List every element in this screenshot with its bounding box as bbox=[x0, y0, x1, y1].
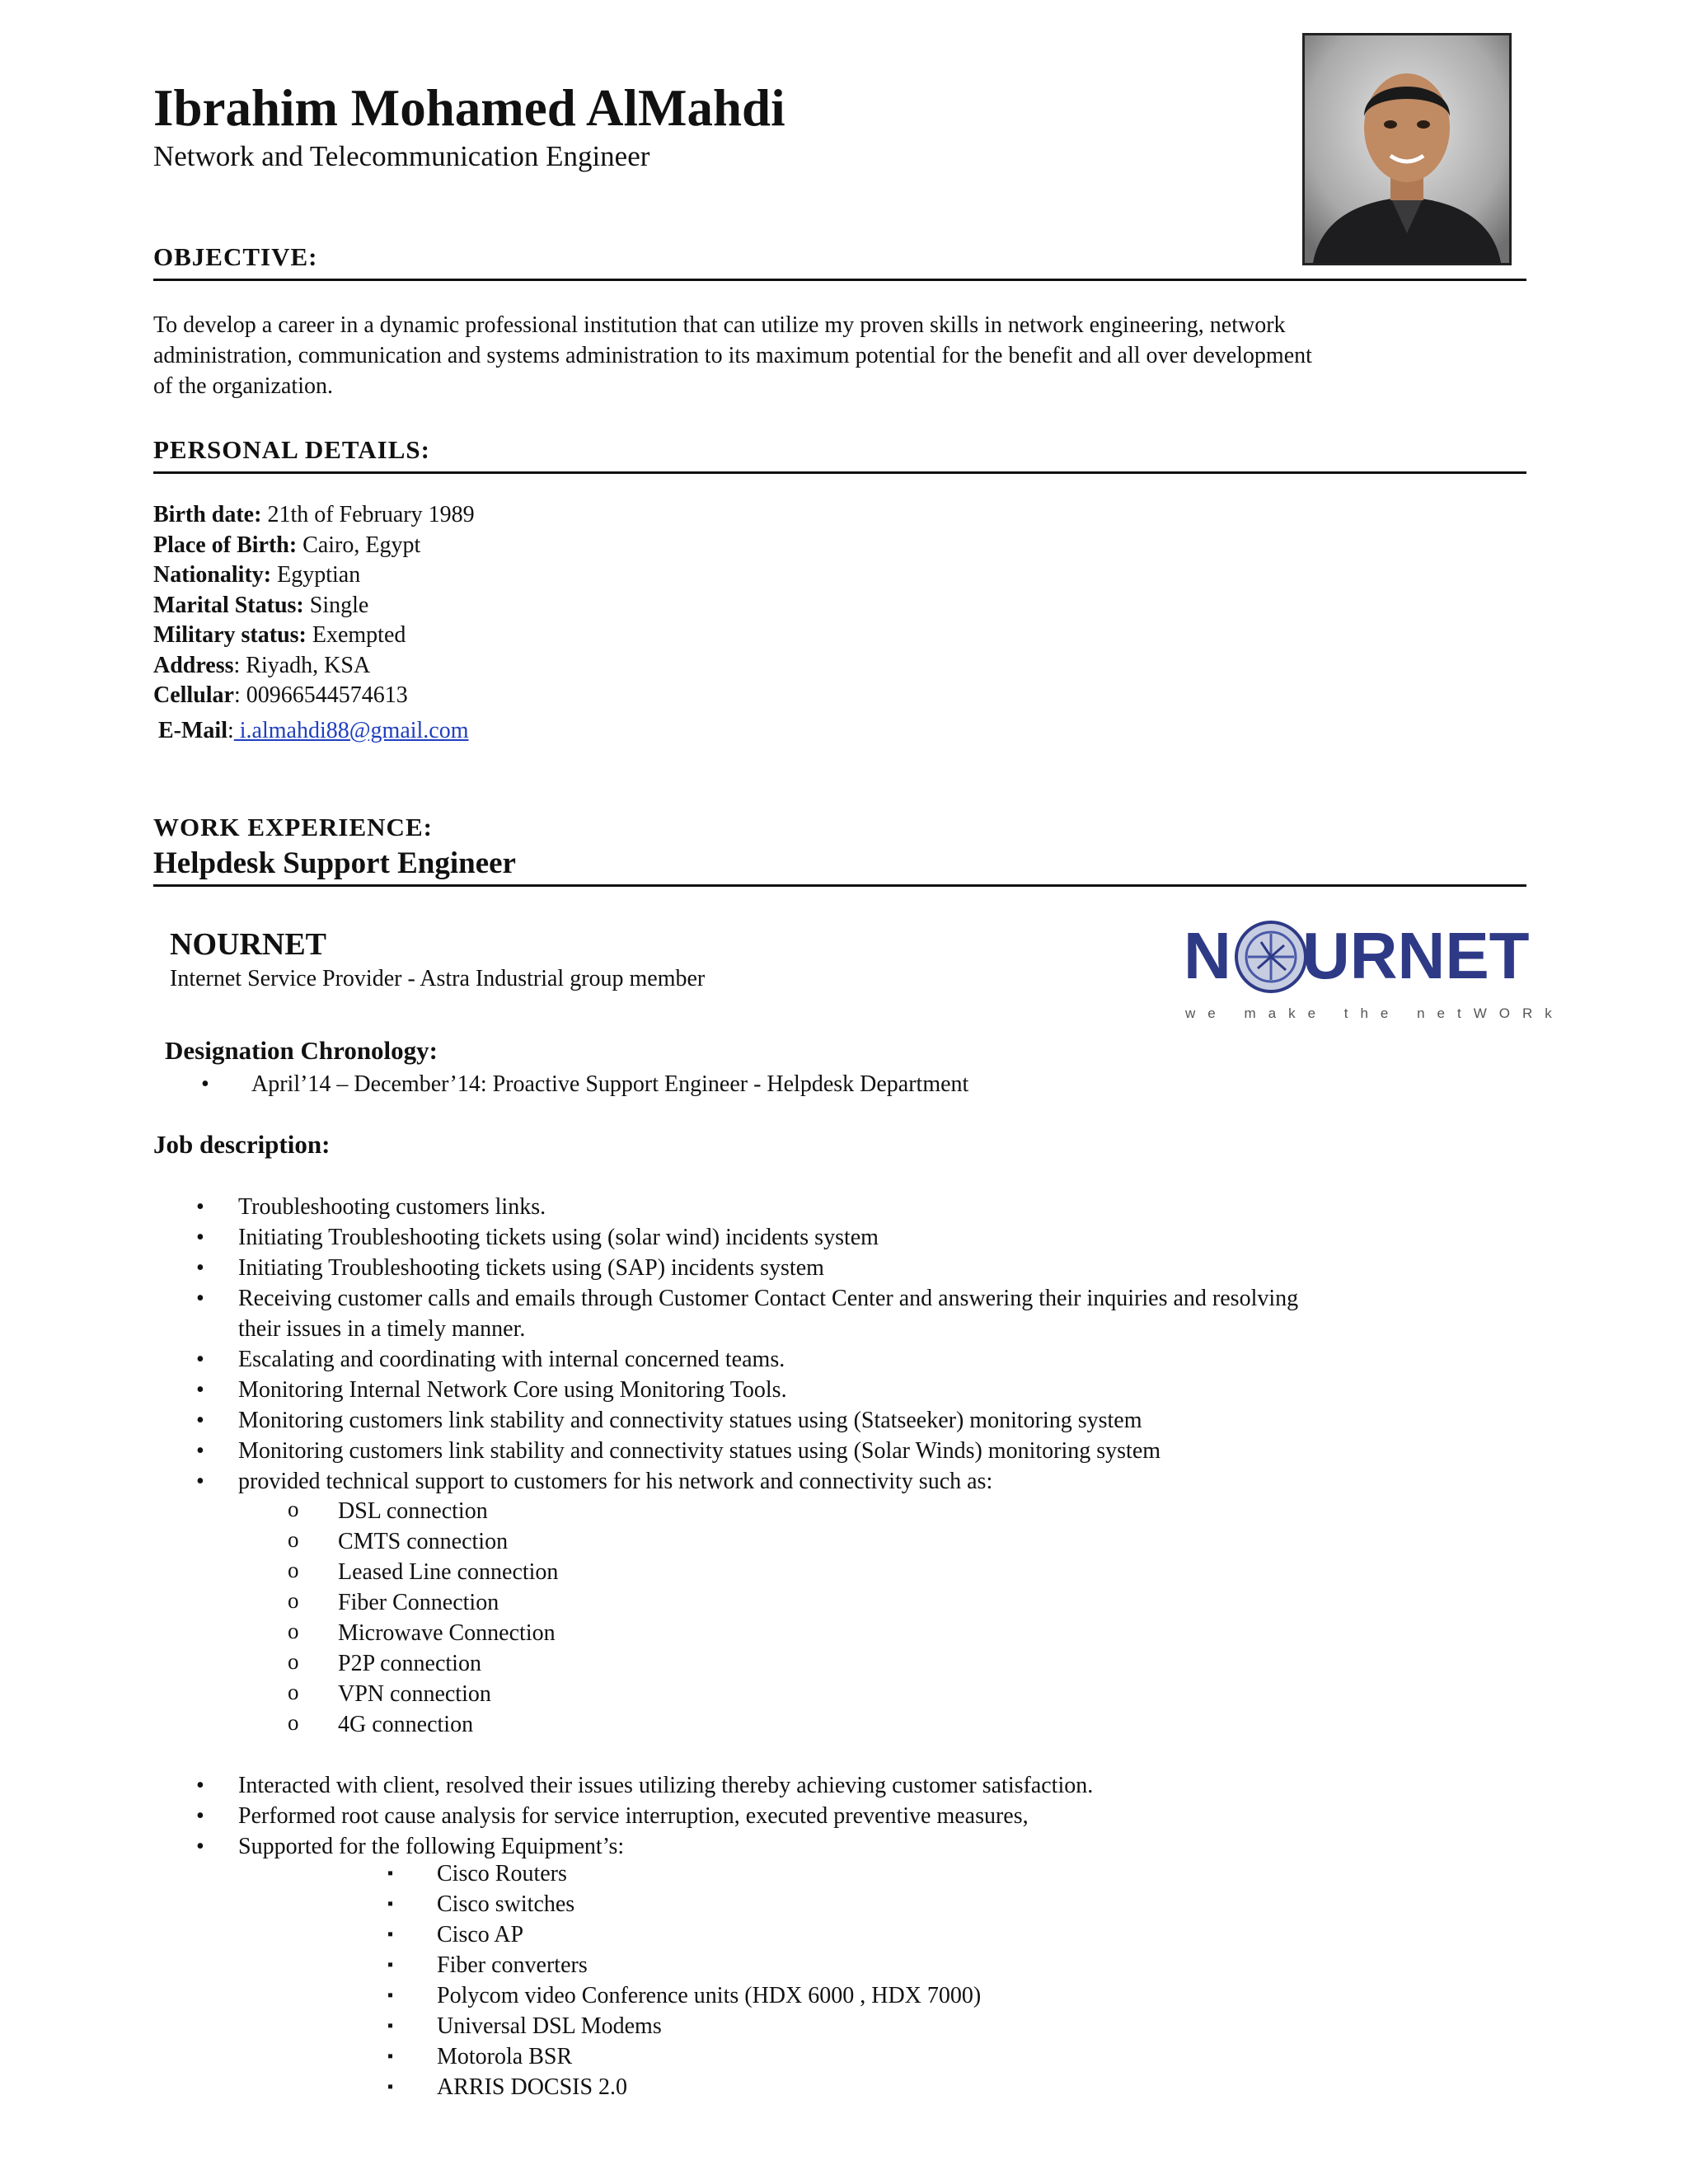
logo-letter: N bbox=[1184, 919, 1231, 992]
section-divider bbox=[153, 471, 1526, 474]
company-description: Internet Service Provider - Astra Industrial group member bbox=[170, 966, 706, 991]
detail-military-status: Military status: Exempted bbox=[153, 622, 406, 648]
list-item: • Initiating Troubleshooting tickets using (SAP) incidents system bbox=[196, 1255, 824, 1281]
equipment-item: ▪ Cisco AP bbox=[387, 1922, 524, 1947]
nournet-logo bbox=[1179, 902, 1564, 1026]
connection-item: o 4G connection bbox=[288, 1710, 474, 1737]
connection-item: o Leased Line connection bbox=[288, 1558, 559, 1585]
connection-item: o CMTS connection bbox=[288, 1527, 509, 1554]
list-item: • Troubleshooting customers links. bbox=[196, 1194, 546, 1220]
objective-line: of the organization. bbox=[153, 373, 333, 399]
profile-photo bbox=[1302, 33, 1512, 265]
detail-email: E-Mail: i.almahdi88@gmail.com bbox=[158, 717, 469, 743]
connection-item: o DSL connection bbox=[288, 1497, 488, 1524]
work-experience-heading: WORK EXPERIENCE: bbox=[153, 813, 433, 841]
detail-birth-date: Birth date: 21th of February 1989 bbox=[153, 502, 475, 527]
list-item: • Performed root cause analysis for service interruption, executed preventive measures, bbox=[196, 1803, 1029, 1829]
equipment-item: ▪ Cisco Routers bbox=[387, 1861, 567, 1886]
globe-icon bbox=[1236, 922, 1306, 991]
list-item: • Monitoring customers link stability and connectivity statues using (Solar Winds) monitoring system bbox=[196, 1438, 1161, 1464]
objective-line: administration, communication and systems administration to its maximum potential for the benefit and all over development bbox=[153, 343, 1312, 368]
list-item: • Receiving customer calls and emails through Customer Contact Center and answering their inquiries and resolving their issues in a timely manner. bbox=[196, 1286, 1299, 1342]
equipment-item: ▪ Universal DSL Modems bbox=[387, 2013, 662, 2039]
personal-details-list bbox=[153, 500, 475, 746]
logo-text: URNET bbox=[1302, 919, 1530, 992]
email-link[interactable]: i.almahdi88@gmail.com bbox=[233, 717, 469, 743]
equipment-item: ▪ ARRIS DOCSIS 2.0 bbox=[387, 2074, 628, 2100]
designation-item: • April’14 – December’14: Proactive Support Engineer - Helpdesk Department bbox=[201, 1071, 969, 1097]
designation-heading: Designation Chronology: bbox=[165, 1036, 438, 1065]
objective-text bbox=[153, 310, 1472, 401]
objective-line: To develop a career in a dynamic professional institution that can utilize my proven skills in network engineering, network bbox=[153, 312, 1286, 338]
list-item: • Monitoring Internal Network Core using Monitoring Tools. bbox=[196, 1377, 787, 1403]
list-item: • Monitoring customers link stability and connectivity statues using (Statseeker) monitoring system bbox=[196, 1408, 1142, 1433]
detail-nationality: Nationality: Egyptian bbox=[153, 562, 361, 588]
profile-photo-image bbox=[1305, 35, 1509, 263]
section-divider bbox=[153, 884, 1526, 887]
detail-place-of-birth: Place of Birth: Cairo, Egypt bbox=[153, 532, 421, 558]
equipment-item: ▪ Cisco switches bbox=[387, 1891, 575, 1917]
list-item: • Supported for the following Equipment’s: bbox=[196, 1834, 625, 1859]
objective-heading: OBJECTIVE: bbox=[153, 242, 318, 271]
detail-address: Address: Riyadh, KSA bbox=[153, 652, 371, 678]
connection-item: o VPN connection bbox=[288, 1680, 491, 1707]
list-item: • Interacted with client, resolved their issues utilizing thereby achieving customer satisfaction. bbox=[196, 1773, 1094, 1798]
list-item: • Escalating and coordinating with internal concerned teams. bbox=[196, 1347, 785, 1372]
job-title: Helpdesk Support Engineer bbox=[153, 846, 516, 880]
candidate-title: Network and Telecommunication Engineer bbox=[153, 140, 650, 172]
list-item: • Initiating Troubleshooting tickets using (solar wind) incidents system bbox=[196, 1225, 879, 1250]
section-divider bbox=[153, 279, 1526, 281]
designation-list bbox=[153, 1069, 1472, 1099]
connection-item: o P2P connection bbox=[288, 1649, 481, 1676]
list-item: • provided technical support to customers for his network and connectivity such as: bbox=[196, 1469, 993, 1494]
equipment-item: ▪ Polycom video Conference units (HDX 6000 , HDX 7000) bbox=[387, 1983, 982, 2008]
connection-item: o Fiber Connection bbox=[288, 1588, 499, 1615]
personal-details-heading: PERSONAL DETAILS: bbox=[153, 435, 430, 464]
logo-tagline: we make the netWORk bbox=[1185, 1005, 1564, 1021]
detail-cellular: Cellular: 00966544574613 bbox=[153, 682, 408, 708]
equipment-item: ▪ Fiber converters bbox=[387, 1952, 588, 1978]
connection-item: o Microwave Connection bbox=[288, 1619, 556, 1646]
job-description-heading: Job description: bbox=[153, 1130, 331, 1159]
company-name: NOURNET bbox=[170, 927, 327, 962]
duties-list bbox=[153, 1192, 1513, 2102]
equipment-item: ▪ Motorola BSR bbox=[387, 2044, 573, 2069]
candidate-name: Ibrahim Mohamed AlMahdi bbox=[153, 79, 785, 137]
detail-marital-status: Marital Status: Single bbox=[153, 592, 369, 618]
